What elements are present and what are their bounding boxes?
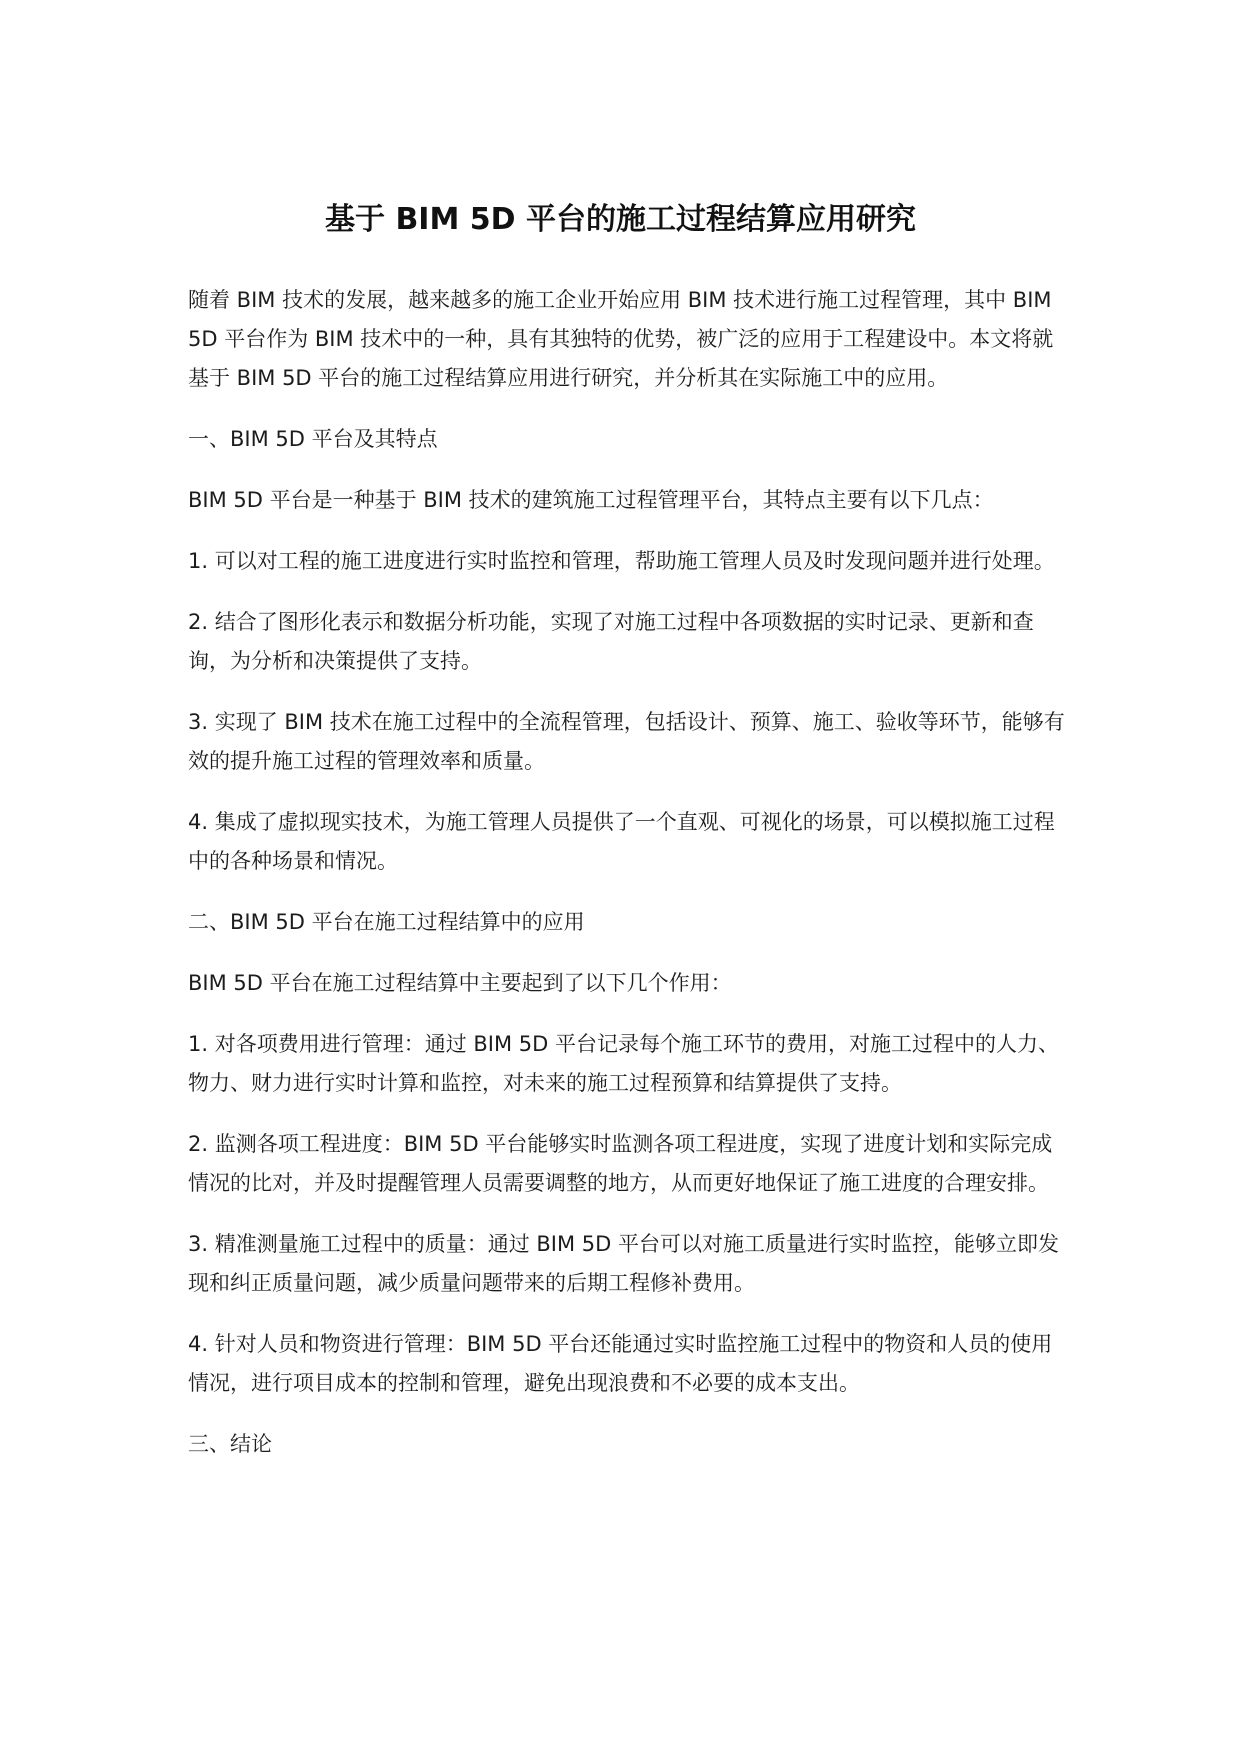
section-1-item: 2. 结合了图形化表示和数据分析功能，实现了对施工过程中各项数据的实时记录、更新和查询，为分析和决策提供了支持。 [188,610,1034,673]
section-2-item: 4. 针对人员和物资进行管理：BIM 5D 平台还能通过实时监控施工过程中的物资和人员的使用情况，进行项目成本的控制和管理，避免出现浪费和不必要的成本支出。 [188,1332,1053,1395]
section-2-lead: BIM 5D 平台在施工过程结算中主要起到了以下几个作用： [188,971,732,995]
section-1-item: 3. 实现了 BIM 技术在施工过程中的全流程管理，包括设计、预算、施工、验收等环节，能够有效的提升施工过程的管理效率和质量。 [188,710,1065,773]
section-2-item: 2. 监测各项工程进度：BIM 5D 平台能够实时监测各项工程进度，实现了进度计划和实际完成情况的比对，并及时提醒管理人员需要调整的地方，从而更好地保证了施工进度的合理安排。 [188,1132,1053,1195]
section-2-item: 1. 对各项费用进行管理：通过 BIM 5D 平台记录每个施工环节的费用，对施工过程中的人力、物力、财力进行实时计算和监控，对未来的施工过程预算和结算提供了支持。 [188,1032,1059,1095]
document-body [188,281,1068,1486]
section-heading-3: 三、结论 [188,1432,272,1456]
section-heading-1: 一、BIM 5D 平台及其特点 [188,427,438,451]
section-1-item: 1. 可以对工程的施工进度进行实时监控和管理，帮助施工管理人员及时发现问题并进行处理。 [188,549,1055,573]
section-2-item: 3. 精准测量施工过程中的质量：通过 BIM 5D 平台可以对施工质量进行实时监控，能够立即发现和纠正质量问题，减少质量问题带来的后期工程修补费用。 [188,1232,1059,1295]
section-1-lead: BIM 5D 平台是一种基于 BIM 技术的建筑施工过程管理平台，其特点主要有以下几点： [188,488,994,512]
section-1-item: 4. 集成了虚拟现实技术，为施工管理人员提供了一个直观、可视化的场景，可以模拟施工过程中的各种场景和情况。 [188,810,1055,873]
intro-paragraph: 随着 BIM 技术的发展，越来越多的施工企业开始应用 BIM 技术进行施工过程管理，其中 BIM 5D 平台作为 BIM 技术中的一种，具有其独特的优势，被广泛的应用于工程建设中。本文将就基于 BIM 5D 平台的施工过程结算应用进行研究，并分析其在实际施工中的应用。 [188,288,1054,390]
page-title: 基于 BIM 5D 平台的施工过程结算应用研究 [325,202,916,238]
section-heading-2: 二、BIM 5D 平台在施工过程结算中的应用 [188,910,585,934]
